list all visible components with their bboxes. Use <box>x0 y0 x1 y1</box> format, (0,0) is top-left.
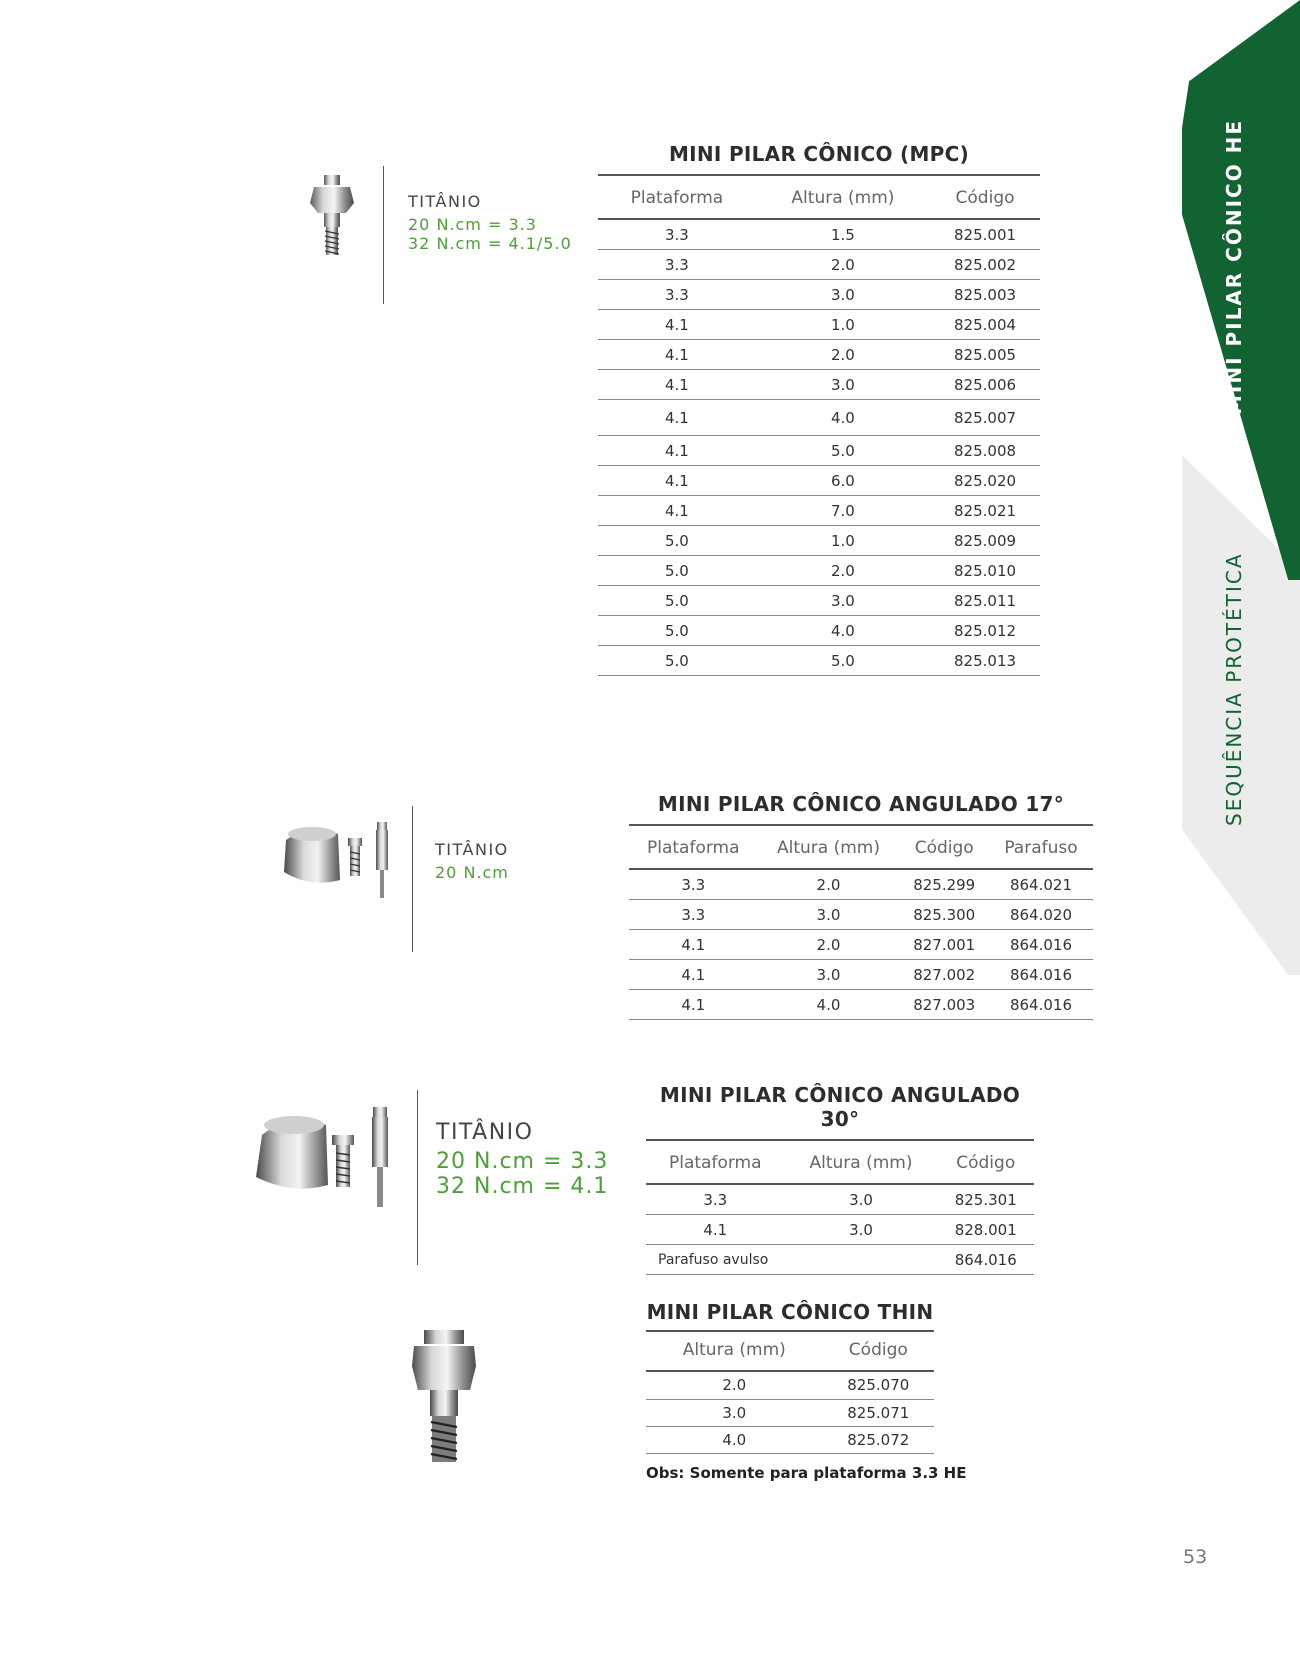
cell: 825.070 <box>823 1371 934 1399</box>
cell: 5.0 <box>598 616 756 646</box>
column-header: Plataforma <box>629 825 758 869</box>
cell: 4.0 <box>758 990 900 1020</box>
angulado-30-table-block <box>646 1083 1034 1275</box>
column-header: Código <box>899 825 989 869</box>
cell: 864.016 <box>989 960 1093 990</box>
cell: 4.1 <box>646 1215 785 1245</box>
cell: 4.1 <box>598 466 756 496</box>
column-header: Código <box>823 1331 934 1371</box>
cell: 4.1 <box>598 400 756 436</box>
column-header: Plataforma <box>598 175 756 219</box>
column-header: Código <box>930 175 1040 219</box>
cell: 825.072 <box>823 1426 934 1453</box>
cell: 825.004 <box>930 310 1040 340</box>
column-header: Altura (mm) <box>758 825 900 869</box>
cell: 825.001 <box>930 219 1040 250</box>
cell: 4.1 <box>629 990 758 1020</box>
cell: 6.0 <box>756 466 930 496</box>
cell: 864.016 <box>989 930 1093 960</box>
cell: 4.0 <box>756 616 930 646</box>
cell: 2.0 <box>756 250 930 280</box>
torque-line: 32 N.cm = 4.1 <box>436 1174 609 1199</box>
table-row <box>629 960 1093 990</box>
parafuso-avulso-code: 864.016 <box>937 1245 1034 1275</box>
section-title: MINI PILAR CÔNICO ANGULADO 30° <box>659 1083 1021 1131</box>
mini-pilar-thin-image <box>404 1328 484 1464</box>
cell: 864.020 <box>989 900 1093 930</box>
table-row <box>629 930 1093 960</box>
table-row <box>598 400 1040 436</box>
cell: 828.001 <box>937 1215 1034 1245</box>
angulado-30-table <box>646 1139 1034 1275</box>
cell: 5.0 <box>756 436 930 466</box>
cell: 3.0 <box>785 1215 938 1245</box>
column-header: Altura (mm) <box>785 1140 938 1184</box>
column-header: Altura (mm) <box>756 175 930 219</box>
material-label: TITÂNIO <box>436 1120 534 1145</box>
cell: 3.0 <box>758 960 900 990</box>
cell: 825.021 <box>930 496 1040 526</box>
cell: 827.003 <box>899 990 989 1020</box>
cell: 4.0 <box>646 1426 823 1453</box>
table-row <box>598 280 1040 310</box>
cell: 2.0 <box>756 556 930 586</box>
table-row <box>598 646 1040 676</box>
cell: 1.5 <box>756 219 930 250</box>
table-row <box>646 1371 934 1399</box>
cell: 825.301 <box>937 1184 1034 1215</box>
cell: 2.0 <box>756 340 930 370</box>
cell: 4.1 <box>629 960 758 990</box>
torque-line: 20 N.cm <box>435 863 509 882</box>
cell: 825.012 <box>930 616 1040 646</box>
cell: 825.007 <box>930 400 1040 436</box>
table-row <box>598 436 1040 466</box>
cell: 2.0 <box>758 869 900 900</box>
cell: 3.3 <box>598 250 756 280</box>
side-tab-subtitle: SEQUÊNCIA PROTÉTICA <box>1222 552 1246 826</box>
section-title: MINI PILAR CÔNICO ANGULADO 17° <box>657 792 1065 816</box>
mpc-table-block <box>598 142 1040 676</box>
cell: 2.0 <box>646 1371 823 1399</box>
cell: 4.1 <box>629 930 758 960</box>
table-row <box>598 340 1040 370</box>
table-row <box>598 496 1040 526</box>
cell: 825.008 <box>930 436 1040 466</box>
column-header: Código <box>937 1140 1034 1184</box>
torque-line: 32 N.cm = 4.1/5.0 <box>408 234 572 253</box>
table-row <box>629 990 1093 1020</box>
table-row <box>598 556 1040 586</box>
column-header: Parafuso <box>989 825 1093 869</box>
thin-note: Obs: Somente para plataforma 3.3 HE <box>646 1464 967 1482</box>
page-number: 53 <box>1183 1546 1208 1568</box>
column-header: Altura (mm) <box>646 1331 823 1371</box>
cell: 864.021 <box>989 869 1093 900</box>
cell: 827.001 <box>899 930 989 960</box>
cell: 825.009 <box>930 526 1040 556</box>
material-label: TITÂNIO <box>408 192 482 211</box>
cell: 825.002 <box>930 250 1040 280</box>
table-row <box>629 900 1093 930</box>
cell: 827.002 <box>899 960 989 990</box>
cell: 3.3 <box>598 219 756 250</box>
cell: 1.0 <box>756 310 930 340</box>
angulado-17-table-block <box>629 792 1093 1020</box>
cell: 4.0 <box>756 400 930 436</box>
torque-line: 20 N.cm = 3.3 <box>436 1149 609 1174</box>
cell: 4.1 <box>598 370 756 400</box>
cell: 825.005 <box>930 340 1040 370</box>
cell: 5.0 <box>598 586 756 616</box>
cell: 825.299 <box>899 869 989 900</box>
cell: 4.1 <box>598 436 756 466</box>
cell: 825.003 <box>930 280 1040 310</box>
table-row <box>646 1399 934 1426</box>
thin-table-block <box>646 1300 934 1454</box>
cell: 825.010 <box>930 556 1040 586</box>
angulado-17-info <box>412 806 509 952</box>
cell: 3.0 <box>646 1399 823 1426</box>
torque-line: 20 N.cm = 3.3 <box>408 215 537 234</box>
table-row <box>598 586 1040 616</box>
mini-pilar-conico-image <box>302 173 362 273</box>
cell: 5.0 <box>598 526 756 556</box>
material-label: TITÂNIO <box>435 840 509 859</box>
cell: 7.0 <box>756 496 930 526</box>
cell: 825.006 <box>930 370 1040 400</box>
cell: 825.300 <box>899 900 989 930</box>
cell: 2.0 <box>758 930 900 960</box>
cell: 5.0 <box>756 646 930 676</box>
mini-pilar-angulado-17-image <box>280 820 402 900</box>
table-row <box>646 1215 1034 1245</box>
column-header: Plataforma <box>646 1140 785 1184</box>
cell: 4.1 <box>598 496 756 526</box>
table-row <box>629 869 1093 900</box>
table-row <box>598 310 1040 340</box>
cell: 5.0 <box>598 556 756 586</box>
cell: 825.011 <box>930 586 1040 616</box>
cell: 3.3 <box>598 280 756 310</box>
cell: 825.013 <box>930 646 1040 676</box>
cell: 3.3 <box>646 1184 785 1215</box>
cell: 864.016 <box>989 990 1093 1020</box>
cell: 825.071 <box>823 1399 934 1426</box>
angulado-30-info <box>417 1090 608 1265</box>
table-row <box>598 466 1040 496</box>
cell: 3.0 <box>756 370 930 400</box>
cell: 4.1 <box>598 340 756 370</box>
table-row <box>598 370 1040 400</box>
cell: 3.3 <box>629 900 758 930</box>
table-row <box>646 1245 1034 1275</box>
cell: 5.0 <box>598 646 756 676</box>
table-row <box>598 219 1040 250</box>
cell: 3.0 <box>758 900 900 930</box>
cell: 3.0 <box>756 280 930 310</box>
cell: 3.3 <box>629 869 758 900</box>
section-title: MINI PILAR CÔNICO THIN <box>646 1300 934 1324</box>
cell: 3.0 <box>785 1184 938 1215</box>
table-row <box>598 616 1040 646</box>
cell: 825.020 <box>930 466 1040 496</box>
mini-pilar-angulado-30-image <box>252 1105 400 1209</box>
thin-table <box>646 1330 934 1454</box>
cell: 3.0 <box>756 586 930 616</box>
table-row <box>598 250 1040 280</box>
mpc-table <box>598 174 1040 676</box>
angulado-17-table <box>629 824 1093 1020</box>
mpc-info <box>383 166 572 304</box>
table-row <box>646 1184 1034 1215</box>
section-title: MINI PILAR CÔNICO (MPC) <box>668 142 970 166</box>
table-row <box>646 1426 934 1453</box>
table-row <box>598 526 1040 556</box>
side-tab-title: MINI PILAR CÔNICO HE <box>1222 118 1246 415</box>
cell: 1.0 <box>756 526 930 556</box>
cell: 4.1 <box>598 310 756 340</box>
parafuso-avulso-label: Parafuso avulso <box>646 1245 937 1275</box>
